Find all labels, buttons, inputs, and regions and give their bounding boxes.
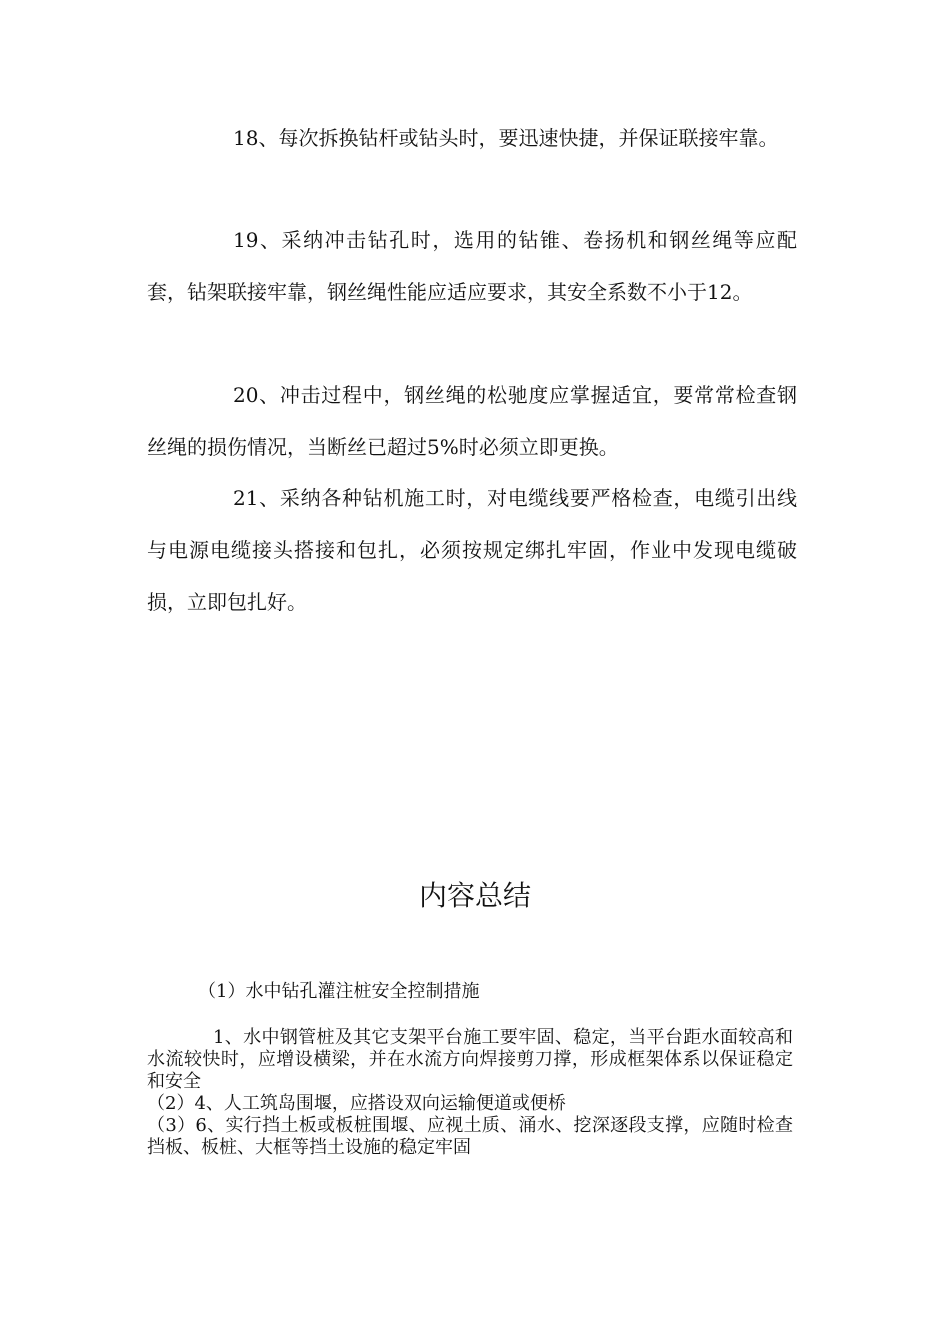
summary-title: 内容总结: [418, 879, 531, 912]
item-19-paragraph: 19、采纳冲击钻孔时，选用的钻锥、卷扬机和钢丝绳等应配套，钻架联接牢靠，钢丝绳性能应适应要求，其安全系数不小于12。: [147, 228, 797, 304]
summary-heading: （1）水中钻孔灌注桩安全控制措施: [198, 981, 480, 1002]
summary-line: 1、水中钢管桩及其它支架平台施工要牢固、稳定，当平台距水面较高和水流较快时，应增设横梁，并在水流方向焊接剪刀撑，形成框架体系以保证稳定和安全: [147, 1027, 793, 1092]
item-21-paragraph: 21、采纳各种钻机施工时，对电缆线要严格检查，电缆引出线与电源电缆接头搭接和包扎，必须按规定绑扎牢固，作业中发现电缆破损，立即包扎好。: [147, 486, 797, 614]
summary-line: （2）4、人工筑岛围堰，应搭设双向运输便道或便桥: [147, 1093, 566, 1114]
summary-line: （3）6、实行挡土板或板桩围堰、应视土质、涌水、挖深逐段支撑，应随时检查挡板、板桩、大框等挡土设施的稳定牢固: [147, 1115, 793, 1158]
summary-body: [147, 1027, 793, 1159]
item-18-paragraph: 18、每次拆换钻杆或钻头时，要迅速快捷，并保证联接牢靠。: [233, 126, 779, 150]
item-20-paragraph: 20、冲击过程中，钢丝绳的松驰度应掌握适宜，要常常检查钢丝绳的损伤情况，当断丝已超过5%时必须立即更换。: [147, 383, 797, 459]
